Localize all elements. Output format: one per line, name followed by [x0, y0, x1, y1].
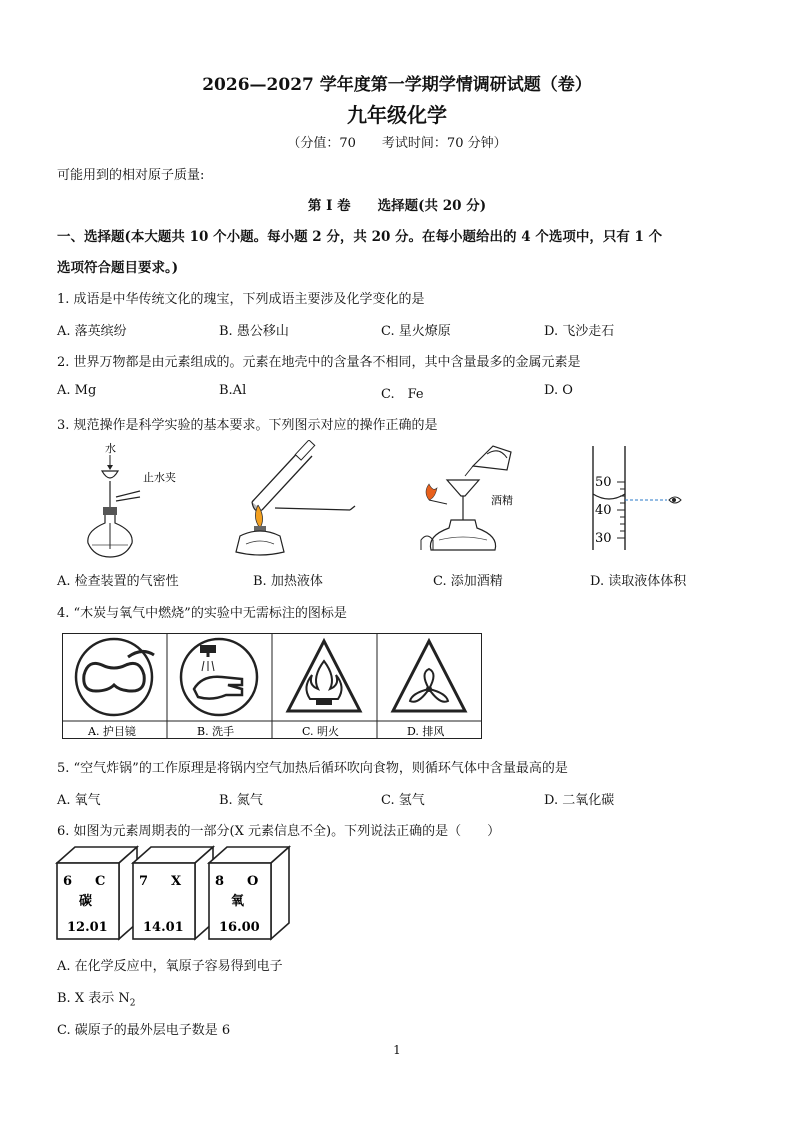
water-label: 水 [105, 442, 116, 455]
q6-option-b[interactable] [57, 987, 135, 1009]
q3-option-c[interactable]: C. 添加酒精 [433, 574, 503, 589]
element-cell-x [133, 847, 213, 939]
figure-adding-alcohol [415, 440, 525, 560]
page-number: 1 [393, 1043, 401, 1057]
q3-option-a[interactable]: A. 检查装置的气密性 [57, 574, 179, 589]
question-5-stem: 5. “空气炸锅”的工作原理是将锅内空气加热后循环吹向食物，则循环气体中含量最高的是 [57, 761, 568, 776]
question-4-stem: 4. “木炭与氧气中燃烧”的实验中无需标注的图标是 [57, 606, 347, 621]
goggles-icon [76, 639, 154, 715]
question-1-stem: 1. 成语是中华传统文化的瑰宝，下列成语主要涉及化学变化的是 [57, 292, 425, 307]
element-mass: 16.00 [219, 920, 260, 935]
section-title: 第 I 卷 选择题(共 20 分) [307, 198, 487, 214]
q6-option-c[interactable]: C. 碳原子的最外层电子数是 6 [57, 1023, 231, 1038]
q4-option-a[interactable]: A. 护目镜 [88, 725, 136, 738]
q3-option-b[interactable]: B. 加热液体 [253, 574, 323, 589]
q2-option-a[interactable]: A. Mg [57, 383, 97, 398]
q6-option-b-subscript: 2 [129, 998, 136, 1009]
q5-option-a[interactable]: A. 氧气 [57, 793, 101, 808]
tick-40: 40 [595, 503, 612, 518]
q1-option-a[interactable]: A. 落英缤纷 [57, 324, 127, 339]
atomic-mass-note: 可能用到的相对原子质量: [57, 168, 205, 183]
tick-30: 30 [595, 531, 612, 546]
question-3-stem: 3. 规范操作是科学实验的基本要求。下列图示对应的操作正确的是 [57, 418, 438, 433]
handwash-icon [181, 639, 257, 715]
question-2-stem: 2. 世界万物都是由元素组成的。元素在地壳中的含量各不相同，其中含量最多的金属元素是 [57, 355, 581, 370]
exam-title: 2026—2027 学年度第一学期学情调研试题（卷） [202, 75, 592, 95]
element-cell-carbon [57, 847, 137, 939]
element-symbol: C [95, 874, 106, 889]
periodic-table-fragment [55, 843, 295, 943]
q6-option-b-text: B. X 表示 N [57, 991, 130, 1006]
q4-option-b[interactable]: B. 洗手 [197, 725, 235, 738]
section-instruction: 一、选择题(本大题共 10 个小题。每小题 2 分，共 20 分。在每小题给出的 4 个选项中，只有 1 个 [57, 229, 663, 245]
figure-reading-volume [585, 442, 695, 554]
figure-airtightness-check [80, 437, 190, 559]
figure-heating-liquid [230, 440, 360, 560]
q2-option-b[interactable]: B.Al [219, 383, 247, 398]
q5-option-b[interactable]: B. 氮气 [219, 793, 263, 808]
alcohol-label: 酒精 [491, 494, 513, 507]
element-symbol: O [247, 874, 259, 889]
q2-option-d[interactable]: D. O [544, 383, 573, 398]
element-number: 7 [139, 874, 149, 889]
exam-subject: 九年级化学 [347, 103, 447, 127]
element-name: 氧 [231, 894, 245, 909]
q1-option-b[interactable]: B. 愚公移山 [219, 324, 289, 339]
safety-icons-table [62, 633, 482, 739]
exam-meta: （分值：70 考试时间：70 分钟） [287, 136, 507, 151]
element-number: 6 [63, 874, 73, 889]
clamp-label: 止水夹 [143, 471, 176, 484]
q4-option-c[interactable]: C. 明火 [302, 725, 340, 738]
section-instruction-cont: 选项符合题目要求。) [57, 260, 179, 276]
q1-option-d[interactable]: D. 飞沙走石 [544, 324, 615, 339]
element-number: 8 [215, 874, 225, 889]
q1-option-c[interactable]: C. 星火燎原 [381, 324, 451, 339]
element-symbol: X [171, 874, 182, 889]
q5-option-d[interactable]: D. 二氧化碳 [544, 793, 615, 808]
q2-option-c[interactable]: C. Fe [381, 387, 424, 402]
q5-option-c[interactable]: C. 氢气 [381, 793, 425, 808]
tick-50: 50 [595, 475, 612, 490]
element-name: 碳 [79, 894, 93, 909]
q4-option-d[interactable]: D. 排风 [407, 725, 445, 738]
question-6-stem: 6. 如图为元素周期表的一部分(X 元素信息不全)。下列说法正确的是（ ） [57, 824, 501, 839]
element-cell-oxygen [209, 847, 289, 939]
element-mass: 14.01 [143, 920, 184, 935]
q3-option-d[interactable]: D. 读取液体体积 [590, 574, 687, 589]
element-mass: 12.01 [67, 920, 108, 935]
q6-option-a[interactable]: A. 在化学反应中，氧原子容易得到电子 [57, 959, 283, 974]
